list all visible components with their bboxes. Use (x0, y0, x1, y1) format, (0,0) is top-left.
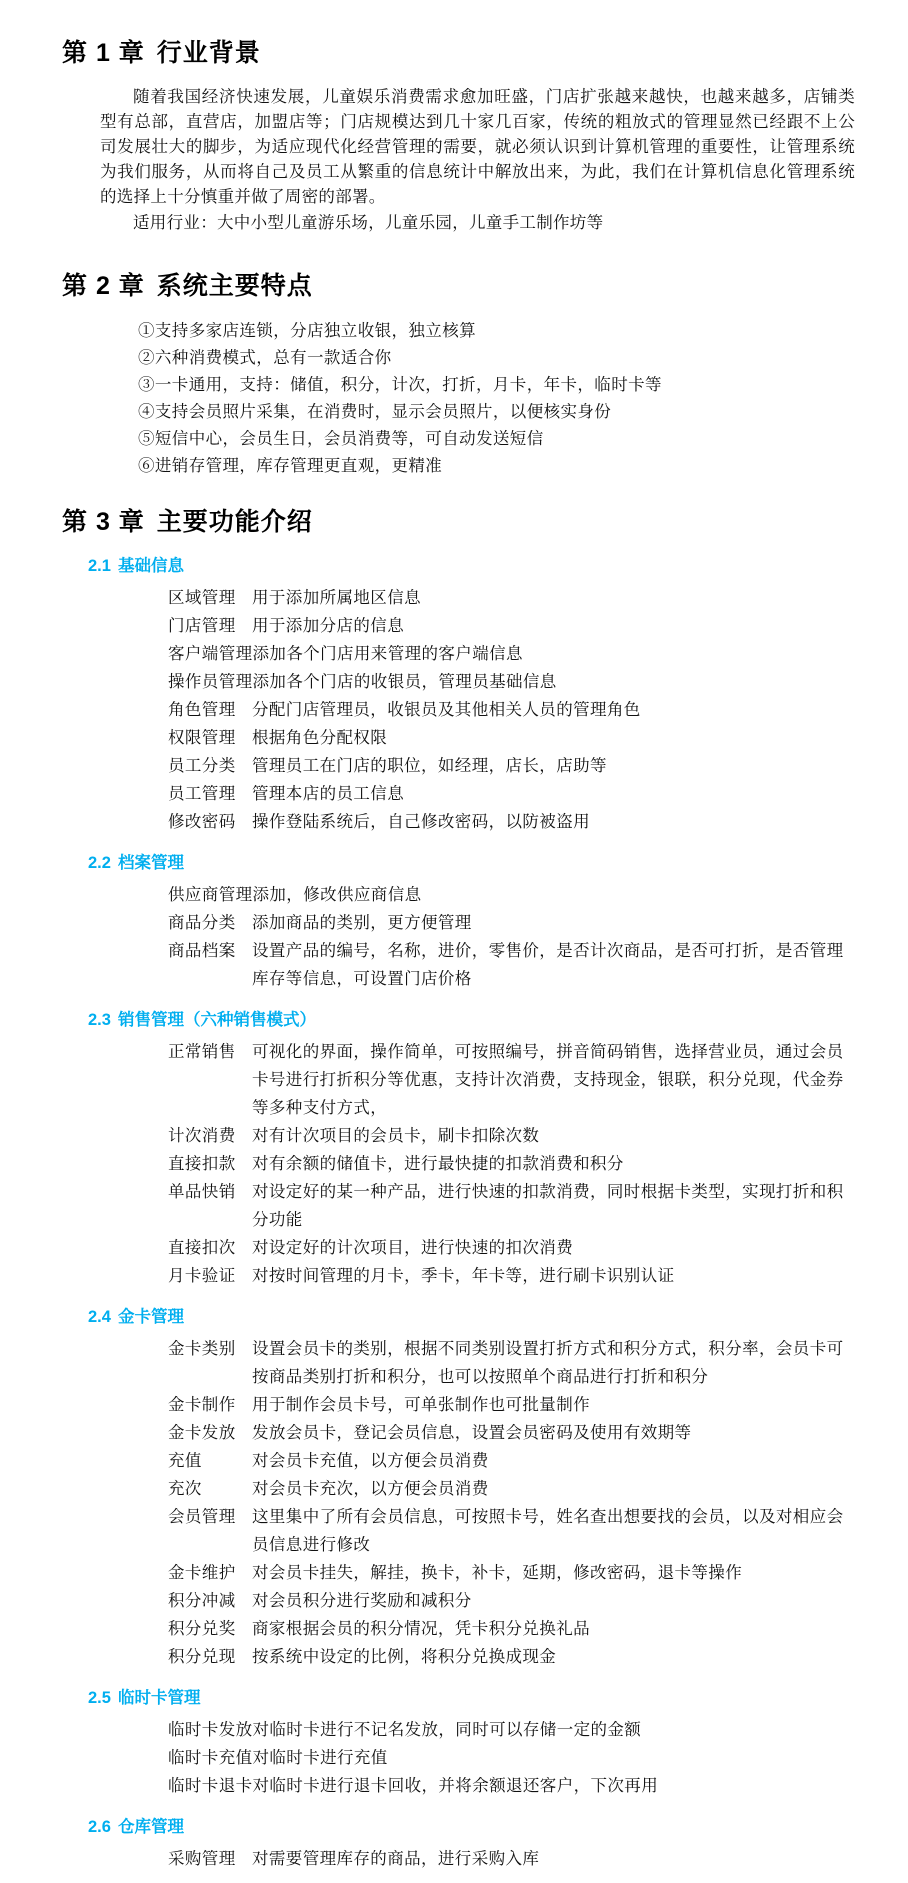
feature-term: 临时卡充值 (168, 1748, 253, 1767)
function-row (168, 1643, 855, 1671)
section-rows (168, 1716, 855, 1800)
chapter-1-number: 第 1 章 (62, 39, 145, 67)
feature-desc: 对设定好的某一种产品，进行快速的扣款消费，同时根据卡类型，实现打折和积分功能 (252, 1182, 844, 1229)
feature-term: 会员管理 (168, 1507, 236, 1526)
function-row (168, 881, 855, 909)
feature-term: 操作员管理 (168, 672, 253, 691)
feature-desc: 按系统中设定的比例，将积分兑换成现金 (252, 1647, 557, 1666)
function-row (168, 909, 855, 937)
chapter-2-heading (62, 269, 855, 303)
function-row (168, 640, 855, 668)
function-row (168, 1122, 855, 1150)
chapter-1 (62, 36, 855, 235)
chapter-2 (62, 269, 855, 479)
chapter-1-title: 行业背景 (156, 39, 261, 67)
function-row (168, 1038, 855, 1122)
section-title: 销售管理（六种销售模式） (117, 1011, 316, 1029)
function-section (62, 1009, 855, 1290)
function-row (168, 1587, 855, 1615)
section-number: 2.5 (88, 1689, 111, 1707)
section-title: 仓库管理 (117, 1818, 184, 1836)
feature-desc: 对会员卡充次，以方便会员消费 (252, 1479, 489, 1498)
feature-desc: 对临时卡进行退卡回收，并将余额退还客户，下次再用 (252, 1776, 659, 1795)
feature-term: 员工分类 (168, 756, 236, 775)
function-section (62, 1687, 855, 1800)
function-row (168, 1150, 855, 1178)
function-row (168, 752, 855, 780)
section-heading (88, 1306, 855, 1328)
section-number: 2.2 (88, 854, 111, 872)
feature-term: 充值 (168, 1451, 202, 1470)
function-row (168, 1744, 855, 1772)
chapter-3 (62, 505, 855, 1873)
feature-desc: 分配门店管理员，收银员及其他相关人员的管理角色 (252, 700, 641, 719)
feature-desc: 用于制作会员卡号，可单张制作也可批量制作 (252, 1395, 590, 1414)
feature-term: 金卡发放 (168, 1423, 236, 1442)
feature-desc: 管理员工在门店的职位，如经理，店长，店助等 (252, 756, 607, 775)
feature-desc: 对临时卡进行不记名发放，同时可以存储一定的金额 (252, 1720, 642, 1739)
feature-desc: 商家根据会员的积分情况，凭卡积分兑换礼品 (252, 1619, 590, 1638)
function-row (168, 1262, 855, 1290)
feature-list (138, 317, 855, 479)
feature-desc: 添加各个门店用来管理的客户端信息 (252, 644, 523, 663)
function-row (168, 612, 855, 640)
feature-term: 采购管理 (168, 1849, 236, 1868)
feature-term: 直接扣款 (168, 1154, 236, 1173)
feature-desc: 添加商品的类别，更方便管理 (252, 913, 472, 932)
section-number: 2.1 (88, 557, 111, 575)
function-section (62, 852, 855, 993)
function-row (168, 1234, 855, 1262)
feature-term: 角色管理 (168, 700, 236, 719)
function-row (168, 937, 855, 993)
feature-term: 修改密码 (168, 812, 236, 831)
feature-desc: 管理本店的员工信息 (252, 784, 405, 803)
section-number: 2.3 (88, 1011, 111, 1029)
feature-desc: 发放会员卡，登记会员信息，设置会员密码及使用有效期等 (252, 1423, 692, 1442)
section-rows (168, 881, 855, 993)
section-rows (168, 1335, 855, 1671)
section-rows (168, 1038, 855, 1290)
section-number: 2.6 (88, 1818, 111, 1836)
function-row (168, 668, 855, 696)
feature-term: 单品快销 (168, 1182, 236, 1201)
function-row (168, 1419, 855, 1447)
function-row (168, 1503, 855, 1559)
function-section (62, 1306, 855, 1671)
chapter-2-title: 系统主要特点 (156, 272, 313, 300)
feature-term: 金卡维护 (168, 1563, 236, 1582)
feature-term: 金卡类别 (168, 1339, 236, 1358)
feature-term: 临时卡发放 (168, 1720, 253, 1739)
chapter-1-paragraph: 随着我国经济快速发展，儿童娱乐消费需求愈加旺盛，门店扩张越来越快，也越来越多，店铺类型有总部，直营店，加盟店等；门店规模达到几十家几百家，传统的粗放式的管理显然已经跟不上公司发展壮大的脚步，为适应现代化经营管理的需要，就必须认识到计算机管理的重要性，让管理系统为我们服务，从而将自己及员工从繁重的信息统计中解放出来，为此，我们在计算机信息化管理系统的选择上十分慎重并做了周密的部署。 (100, 87, 855, 206)
feature-item: ④支持会员照片采集，在消费时，显示会员照片，以便核实身份 (138, 402, 612, 421)
section-title: 金卡管理 (117, 1308, 184, 1326)
function-section (62, 1816, 855, 1873)
section-heading (88, 852, 855, 874)
industry-line: 适用行业：大中小型儿童游乐场，儿童乐园，儿童手工制作坊等 (133, 213, 604, 232)
function-row (168, 1615, 855, 1643)
feature-term: 计次消费 (168, 1126, 236, 1145)
feature-term: 权限管理 (168, 728, 236, 747)
chapter-2-number: 第 2 章 (62, 272, 145, 300)
function-row (168, 1716, 855, 1744)
feature-item: ⑤短信中心，会员生日，会员消费等，可自动发送短信 (138, 429, 544, 448)
function-row (168, 1178, 855, 1234)
feature-desc: 用于添加分店的信息 (252, 616, 405, 635)
feature-term: 员工管理 (168, 784, 236, 803)
feature-term: 积分兑奖 (168, 1619, 236, 1638)
section-number: 2.4 (88, 1308, 111, 1326)
feature-term: 供应商管理 (168, 885, 253, 904)
feature-item: ③一卡通用，支持：储值，积分，计次，打折，月卡，年卡，临时卡等 (138, 375, 662, 394)
feature-item: ②六种消费模式，总有一款适合你 (138, 348, 392, 367)
feature-desc: 根据角色分配权限 (252, 728, 388, 747)
feature-term: 直接扣次 (168, 1238, 236, 1257)
section-rows (168, 584, 855, 836)
feature-item: ①支持多家店连锁，分店独立收银，独立核算 (138, 321, 476, 340)
function-row (168, 1447, 855, 1475)
section-title: 基础信息 (117, 557, 184, 575)
function-row (168, 1772, 855, 1800)
feature-desc: 操作登陆系统后，自己修改密码，以防被盗用 (252, 812, 590, 831)
function-row (168, 1475, 855, 1503)
feature-term: 充次 (168, 1479, 202, 1498)
feature-desc: 对设定好的计次项目，进行快速的扣次消费 (252, 1238, 574, 1257)
function-row (168, 1845, 855, 1873)
feature-desc: 对临时卡进行充值 (252, 1748, 388, 1767)
feature-desc: 对需要管理库存的商品，进行采购入库 (252, 1849, 540, 1868)
feature-desc: 对按时间管理的月卡，季卡，年卡等，进行刷卡识别认证 (252, 1266, 675, 1285)
chapter-3-number: 第 3 章 (62, 508, 145, 536)
function-row (168, 696, 855, 724)
section-heading (88, 1687, 855, 1709)
feature-term: 商品分类 (168, 913, 236, 932)
feature-desc: 添加，修改供应商信息 (252, 885, 422, 904)
feature-desc: 对会员卡挂失，解挂，换卡，补卡，延期，修改密码，退卡等操作 (252, 1563, 743, 1582)
function-row (168, 780, 855, 808)
feature-term: 金卡制作 (168, 1395, 236, 1414)
function-row (168, 1559, 855, 1587)
feature-term: 积分兑现 (168, 1647, 236, 1666)
function-row (168, 1391, 855, 1419)
feature-desc: 用于添加所属地区信息 (252, 588, 421, 607)
feature-desc: 对有计次项目的会员卡，刷卡扣除次数 (252, 1126, 540, 1145)
feature-term: 临时卡退卡 (168, 1776, 253, 1795)
feature-term: 月卡验证 (168, 1266, 236, 1285)
feature-desc: 设置会员卡的类别，根据不同类别设置打折方式和积分方式，积分率，会员卡可按商品类别打折和积分，也可以按照单个商品进行打折和积分 (252, 1339, 844, 1386)
chapter-1-heading (62, 36, 855, 70)
feature-desc: 添加各个门店的收银员，管理员基础信息 (252, 672, 557, 691)
feature-term: 客户端管理 (168, 644, 253, 663)
section-heading (88, 555, 855, 577)
feature-desc: 这里集中了所有会员信息，可按照卡号，姓名查出想要找的会员，以及对相应会员信息进行修改 (252, 1507, 844, 1554)
section-title: 档案管理 (117, 854, 184, 872)
section-heading (88, 1816, 855, 1838)
section-title: 临时卡管理 (117, 1689, 201, 1707)
function-row (168, 808, 855, 836)
feature-term: 区域管理 (168, 588, 236, 607)
function-row (168, 1335, 855, 1391)
feature-term: 商品档案 (168, 941, 236, 960)
feature-term: 门店管理 (168, 616, 236, 635)
chapter-3-title: 主要功能介绍 (156, 508, 313, 536)
chapter-3-heading (62, 505, 855, 539)
feature-desc: 对会员卡充值，以方便会员消费 (252, 1451, 489, 1470)
sections (62, 555, 855, 1873)
section-heading (88, 1009, 855, 1031)
feature-term: 积分冲减 (168, 1591, 236, 1610)
feature-desc: 设置产品的编号，名称，进价，零售价，是否计次商品，是否可打折，是否管理库存等信息，可设置门店价格 (252, 941, 844, 988)
feature-desc: 可视化的界面，操作简单，可按照编号，拼音简码销售，选择营业员，通过会员卡号进行打折积分等优惠，支持计次消费，支持现金，银联，积分兑现，代金券等多种支付方式， (252, 1042, 844, 1117)
feature-item: ⑥进销存管理，库存管理更直观，更精准 (138, 456, 443, 475)
feature-term: 正常销售 (168, 1042, 236, 1061)
function-row (168, 584, 855, 612)
feature-desc: 对有余额的储值卡，进行最快捷的扣款消费和积分 (252, 1154, 624, 1173)
function-section (62, 555, 855, 836)
function-row (168, 724, 855, 752)
feature-desc: 对会员积分进行奖励和减积分 (252, 1591, 472, 1610)
section-rows (168, 1845, 855, 1873)
